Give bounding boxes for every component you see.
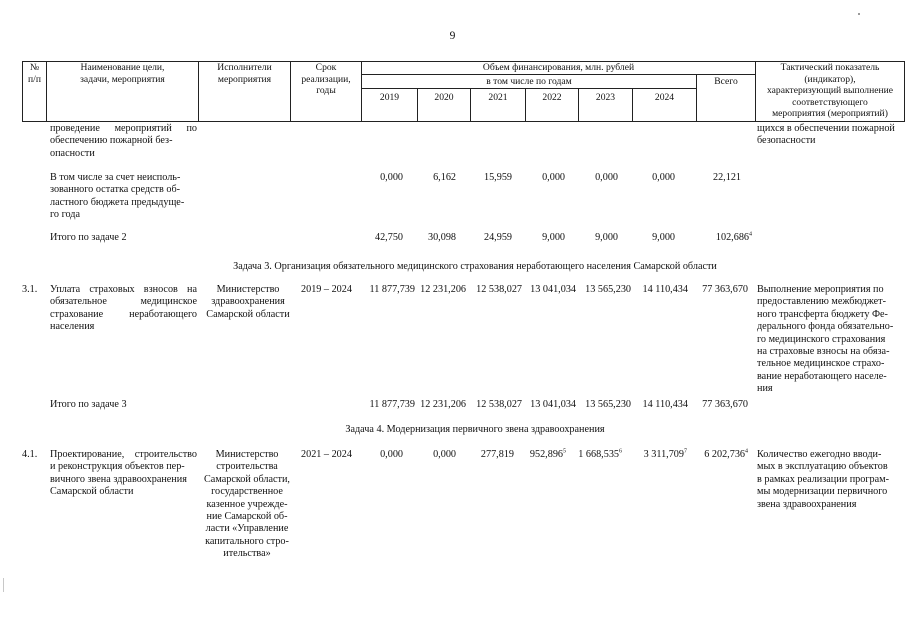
row-4-1-name: Проектирование, строительство и реконструкция объектов пер- вичного звена здравоохранения Самарской области: [50, 449, 197, 498]
cell-value: 42,750: [374, 232, 403, 243]
footnote-mark: 7: [684, 448, 687, 455]
row-3-1-term: 2019 – 2024: [301, 284, 352, 295]
header-by-years: в том числе по годам: [486, 76, 572, 87]
header-inner-line: [361, 88, 696, 89]
cell-value: 14 110,434: [642, 284, 688, 295]
cell-value: 24,959: [483, 232, 512, 243]
cell-value: 0,000: [652, 172, 675, 183]
header-year: 2020: [434, 92, 454, 103]
cell-value: 0,000: [433, 449, 456, 460]
cell-value: 9,000: [595, 232, 618, 243]
row-number: 4.1.: [22, 449, 38, 460]
cell-value: [560, 449, 622, 461]
cell-value: [506, 449, 566, 461]
header-name: Наименование цели, задачи, мероприятия: [80, 62, 165, 85]
header-indicator: Тактический показатель (индикатор), характеризующий выполнение соответствующего мероприятия (мероприятий): [767, 62, 893, 119]
cell-value: 0,000: [595, 172, 618, 183]
header-bottom-border: [22, 121, 905, 122]
cell-value: 12 538,027: [476, 399, 522, 410]
cell-total: [680, 232, 752, 244]
cell-value: 12 231,206: [420, 399, 466, 410]
cell-value: 13 041,034: [530, 399, 576, 410]
total-value: 102,686: [715, 232, 749, 243]
header-year: 2019: [379, 92, 400, 103]
cell-value: 30,098: [427, 232, 456, 243]
cell-value: 0,000: [380, 172, 403, 183]
footnote-mark: 4: [749, 231, 752, 238]
cell-value: 14 110,434: [642, 399, 688, 410]
cell-total: [686, 449, 748, 461]
header-executors: Исполнители мероприятия: [217, 62, 272, 85]
row-3-1-indicator: Выполнение мероприятия по предоставлению межбюджет- ного трансферта бюджету Фе- дерального фонда обязательно- го медицинского страхования на страховые взносы на обяза- тельное медицинское страхо- вание неработающего населе- ния: [757, 284, 894, 395]
scan-speck: [858, 13, 860, 15]
row-number: 3.1.: [22, 284, 38, 295]
cell-total: 77 363,670: [702, 399, 748, 410]
row-4-1-term: 2021 – 2024: [301, 449, 352, 460]
task3-heading: Задача 3. Организация обязательного медицинского страхования неработающего населения Самарской области: [233, 261, 717, 272]
unused-balance-row-name: В том числе за счет неисполь- зованного остатка средств об- ластного бюджета предыдуще- го года: [50, 172, 185, 221]
row-3-1-name: Уплата страховых взносов на обязательное медицинское страхование неработающего населения: [50, 284, 197, 333]
header-year: 2024: [654, 92, 675, 103]
row-4-1-executor: Министерство строительства Самарской области, государственное казенное учрежде- ние Самарской об- ласти «Управление капитального стро- ительства»: [204, 449, 290, 560]
footnote-mark: 6: [619, 448, 622, 455]
cell-value: 13 565,230: [585, 399, 631, 410]
cell-number: 952,896: [529, 449, 563, 460]
cell-total: 22,121: [712, 172, 741, 183]
cell-value: 12 538,027: [476, 284, 522, 295]
cell-number: 1 668,535: [578, 449, 619, 460]
cell-value: [620, 449, 687, 461]
header-term: Срок реализации, годы: [301, 62, 351, 96]
header-year: 2021: [488, 92, 508, 103]
cell-value: 6,162: [433, 172, 456, 183]
header-total: Всего: [714, 76, 738, 87]
continued-row-name: проведение мероприятий по обеспечению пожарной без- опасности: [50, 123, 197, 159]
cell-value: 11 877,739: [369, 399, 415, 410]
header-year: 2022: [542, 92, 562, 103]
cell-value: 9,000: [542, 232, 565, 243]
page-number: 9: [449, 30, 456, 42]
cell-value: 277,819: [480, 449, 514, 460]
cell-number: 3 311,709: [643, 449, 684, 460]
continued-row-indicator: щихся в обеспечении пожарной безопасности: [757, 123, 895, 147]
row-4-1-indicator: Количество ежегодно вводи- мых в эксплуатацию объектов в рамках реализации програм- мы модернизации первичного звена здравоохранения: [757, 449, 889, 510]
total-value: 6 202,736: [704, 449, 745, 460]
row-3-1-executor: Министерство здравоохранения Самарской области: [206, 284, 290, 320]
cell-value: 13 041,034: [530, 284, 576, 295]
footnote-mark: 4: [745, 448, 748, 455]
total-task2-label: Итого по задаче 2: [50, 232, 127, 243]
header-year: 2023: [595, 92, 616, 103]
cell-value: 15,959: [483, 172, 512, 183]
footnote-mark: 5: [563, 448, 566, 455]
total-task3-label: Итого по задаче 3: [50, 399, 127, 410]
cell-value: 9,000: [652, 232, 675, 243]
cell-total: 77 363,670: [702, 284, 748, 295]
cell-value: 13 565,230: [585, 284, 631, 295]
header-finance: Объем финансирования, млн. рублей: [482, 62, 635, 73]
cell-value: 11 877,739: [369, 284, 415, 295]
header-number: № п/п: [28, 62, 41, 85]
task4-heading: Задача 4. Модернизация первичного звена здравоохранения: [345, 424, 605, 435]
cell-value: 0,000: [380, 449, 403, 460]
table-header: [22, 61, 905, 122]
scan-speck: [3, 578, 4, 592]
cell-value: 0,000: [542, 172, 565, 183]
cell-value: 12 231,206: [420, 284, 466, 295]
